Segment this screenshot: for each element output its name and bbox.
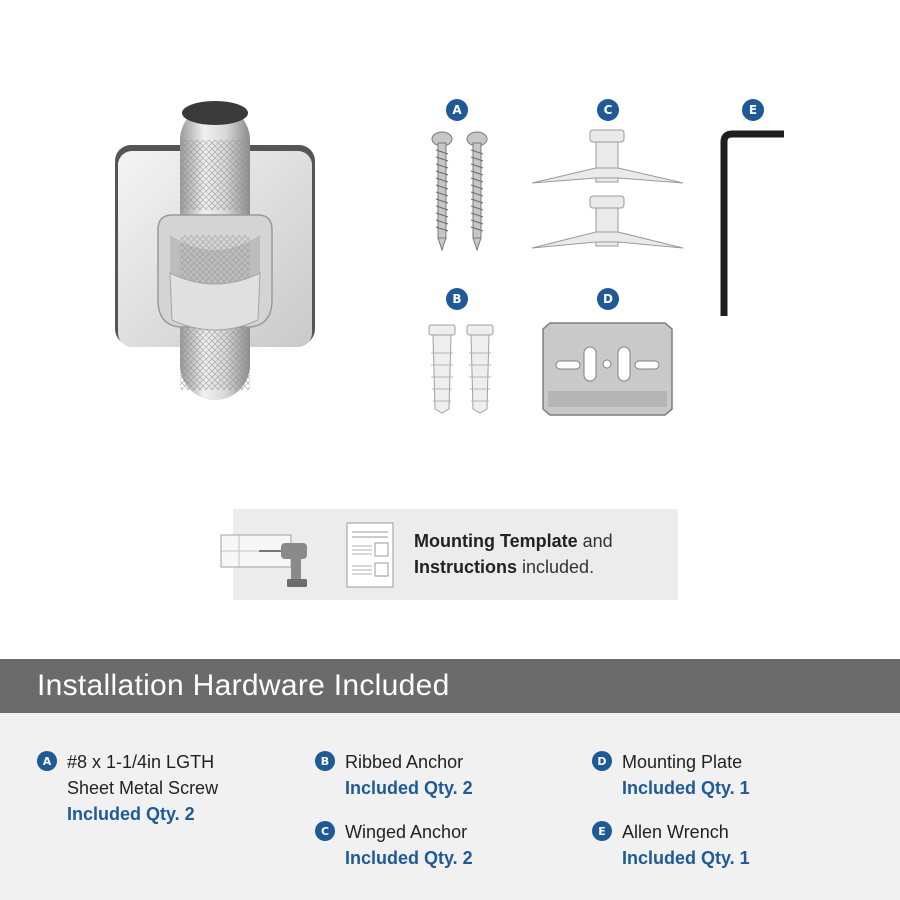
- legend-a-name-2: Sheet Metal Screw: [67, 778, 219, 798]
- legend-e-qty: Included Qty. 1: [622, 848, 750, 868]
- legend-b-name: Ribbed Anchor: [345, 752, 464, 772]
- hardware-legend: [0, 713, 900, 900]
- legend-c-qty: Included Qty. 2: [345, 848, 473, 868]
- legend-badge-a: A: [37, 751, 57, 771]
- section-title: Installation Hardware Included: [37, 669, 450, 702]
- section-header-band: [0, 659, 900, 713]
- legend-badge-e: E: [592, 821, 612, 841]
- legend-item-e: [598, 819, 750, 871]
- legend-item-b: [320, 749, 473, 801]
- instructions-label: Instructions: [414, 557, 518, 577]
- part-b-badge: B: [446, 288, 468, 310]
- legend-c-name: Winged Anchor: [345, 822, 468, 842]
- legend-item-d: [597, 749, 750, 801]
- drill-template-icon: [219, 531, 319, 591]
- legend-d-qty: Included Qty. 1: [622, 778, 750, 798]
- ribbed-anchors-illustration: [427, 323, 497, 415]
- sheet-metal-screws-illustration: [425, 130, 500, 255]
- template-label: Mounting Template: [414, 531, 578, 551]
- template-instructions-panel: [233, 509, 678, 600]
- legend-item-c: [320, 819, 473, 871]
- legend-b-qty: Included Qty. 2: [345, 778, 473, 798]
- legend-badge-c: C: [315, 821, 335, 841]
- legend-badge-d: D: [592, 751, 612, 771]
- legend-a-qty: Included Qty. 2: [67, 804, 195, 824]
- legend-a-name: #8 x 1-1/4in LGTH: [67, 752, 215, 772]
- part-d-badge: D: [597, 288, 619, 310]
- legend-item-a: [42, 749, 219, 827]
- part-c-badge: C: [597, 99, 619, 121]
- part-a-badge: A: [446, 99, 468, 121]
- template-text: Mounting Template and Instructions included.: [414, 531, 613, 577]
- instructions-document-icon: [346, 522, 394, 588]
- legend-e-name: Allen Wrench: [622, 822, 729, 842]
- legend-d-name: Mounting Plate: [622, 752, 743, 772]
- allen-wrench-illustration: [718, 128, 788, 320]
- mounting-plate-illustration: [540, 321, 675, 417]
- product-hook-illustration: [110, 95, 320, 405]
- legend-badge-b: B: [315, 751, 335, 771]
- winged-anchors-illustration: [530, 128, 685, 253]
- part-e-badge: E: [742, 99, 764, 121]
